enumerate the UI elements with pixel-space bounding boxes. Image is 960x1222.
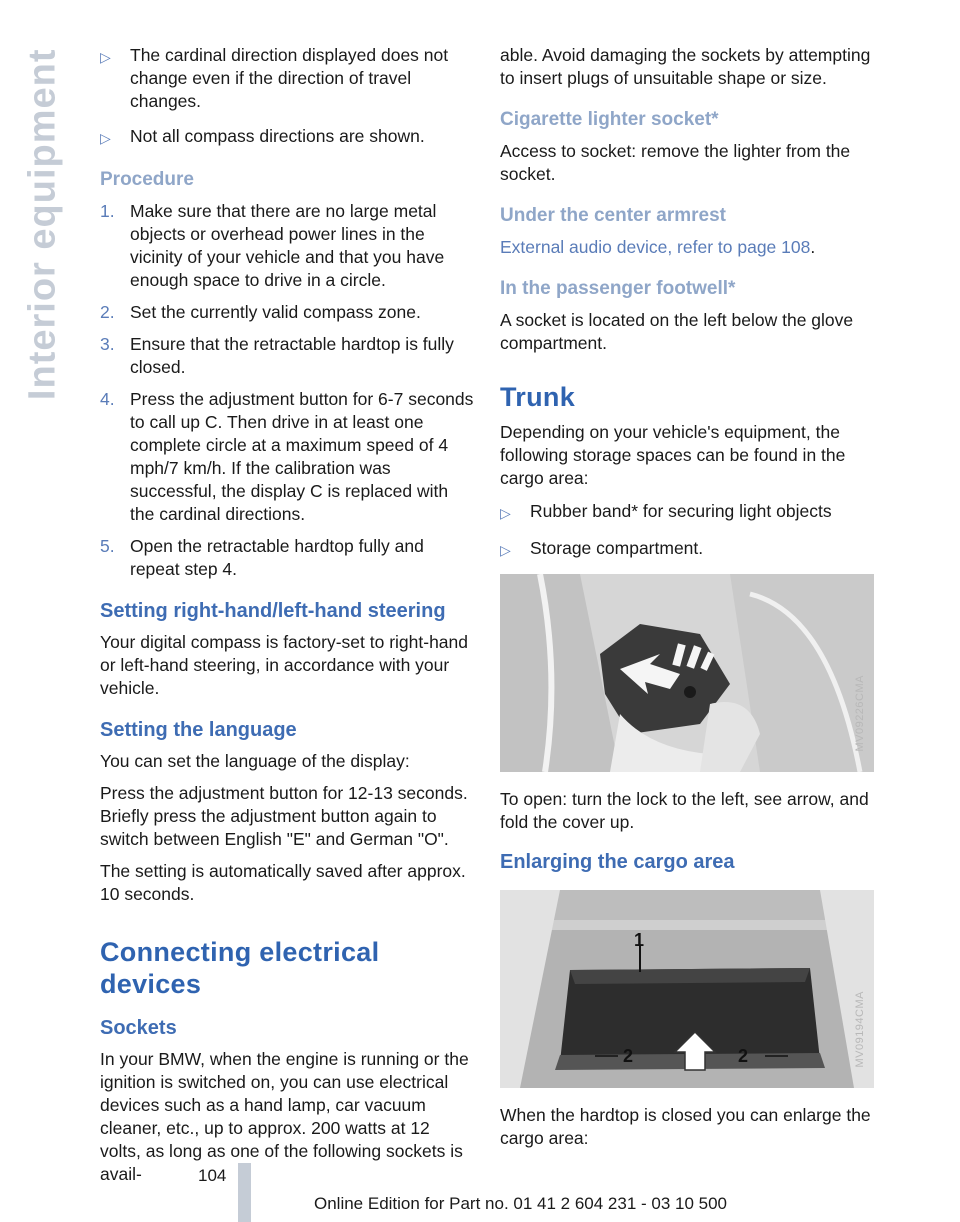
right-column (500, 44, 874, 1159)
enlarge-heading: Enlarging the cargo area (500, 851, 735, 873)
triangle-bullet-icon: ▷ (500, 505, 511, 521)
bullet-text: Not all compass directions are shown. (130, 126, 425, 146)
armrest-period: . (810, 237, 816, 257)
step-number: 5. (100, 536, 115, 556)
photo-code: MV09194CMA (854, 991, 866, 1068)
bullet-text: Storage compartment. (530, 538, 704, 558)
procedure-step (100, 333, 474, 379)
photo-code: MV09226CMA (854, 675, 866, 752)
step-number: 1. (100, 201, 115, 221)
language-text-2: Press the adjustment button for 12-13 seconds. Briefly press the adjustment button again to switch between English "E" and German "O". (100, 783, 468, 849)
procedure-step (100, 535, 474, 581)
step-text: Open the retractable hardtop fully and repeat step 4. (130, 536, 424, 579)
cargo-area-photo (500, 890, 874, 1088)
trunk-text: Depending on your vehicle's equipment, the following storage spaces can be found in the cargo area: (500, 422, 846, 488)
cargo-area-illustration (500, 890, 874, 1088)
hardtop-text: When the hardtop is closed you can enlarge the cargo area: (500, 1105, 871, 1148)
chapter-side-title (18, 42, 64, 402)
triangle-bullet-icon: ▷ (500, 542, 511, 558)
steering-heading: Setting right-hand/left-hand steering (100, 600, 446, 622)
step-text: Press the adjustment button for 6-7 seconds to call up C. Then drive in at least one complete circle at a maximum speed of 4 mph/7 km/h. If the calibration was successful, the display C is replaced with the cardinal directions. (130, 389, 474, 524)
step-text: Make sure that there are no large metal objects or overhead power lines in the vicinity of your vehicle and that you have enough space to drive in a circle. (130, 201, 445, 290)
sockets-heading: Sockets (100, 1017, 177, 1039)
steering-text: Your digital compass is factory-set to right-hand or left-hand steering, in accordance with your vehicle. (100, 632, 469, 698)
page-number: 104 (198, 1166, 227, 1185)
footwell-text: A socket is located on the left below the glove compartment. (500, 310, 854, 353)
bullet-text: The cardinal direction displayed does not change even if the direction of travel changes. (130, 45, 449, 111)
storage-compartment-photo (500, 574, 874, 772)
step-number: 3. (100, 334, 115, 354)
bullet-text: Rubber band* for securing light objects (530, 501, 832, 521)
edition-footer: Online Edition for Part no. 01 41 2 604 231 - 03 10 500 (314, 1194, 728, 1213)
callout-label-2-left: 2 (623, 1046, 634, 1066)
step-text: Set the currently valid compass zone. (130, 302, 421, 322)
step-number: 4. (100, 389, 115, 409)
procedure-step (100, 388, 474, 526)
bullet-item (100, 125, 474, 150)
footwell-heading: In the passenger footwell* (500, 278, 736, 299)
procedure-heading: Procedure (100, 169, 194, 190)
bullet-item (500, 537, 874, 562)
procedure-step (100, 200, 474, 292)
language-text-1: You can set the language of the display: (100, 751, 410, 771)
step-text: Ensure that the retractable hardtop is fully closed. (130, 334, 454, 377)
armrest-heading: Under the center armrest (500, 205, 726, 226)
cigarette-text: Access to socket: remove the lighter from the socket. (500, 141, 851, 184)
sockets-text: In your BMW, when the engine is running or the ignition is switched on, you can use electrical devices such as a hand lamp, car vacuum cleaner, etc., up to approx. 200 watts at 12 volts, as long as one of the following sockets is avail- (100, 1049, 469, 1184)
continued-text: able. Avoid damaging the sockets by attempting to insert plugs of unsuitable shape or size. (500, 45, 871, 88)
page-reference-link[interactable]: External audio device, refer to page 108 (500, 237, 811, 257)
language-heading: Setting the language (100, 719, 297, 741)
open-text: To open: turn the lock to the left, see arrow, and fold the cover up. (500, 789, 869, 832)
bullet-item (100, 44, 474, 113)
trunk-heading: Trunk (500, 382, 576, 412)
callout-label-2-right: 2 (738, 1046, 749, 1066)
language-text-3: The setting is automatically saved after approx. 10 seconds. (100, 861, 466, 904)
storage-compartment-illustration (500, 574, 874, 772)
chapter-side-title-text: Interior equipment (21, 48, 64, 401)
triangle-bullet-icon: ▷ (100, 49, 111, 65)
procedure-step (100, 301, 474, 324)
left-column (100, 44, 474, 1195)
cigarette-heading: Cigarette lighter socket* (500, 109, 719, 130)
footer-bar (238, 1163, 251, 1222)
step-number: 2. (100, 302, 115, 322)
triangle-bullet-icon: ▷ (100, 130, 111, 146)
armrest-paragraph (500, 236, 874, 259)
connecting-heading: Connecting electrical devices (100, 937, 380, 999)
bullet-item (500, 500, 874, 525)
callout-label-1: 1 (634, 930, 645, 950)
